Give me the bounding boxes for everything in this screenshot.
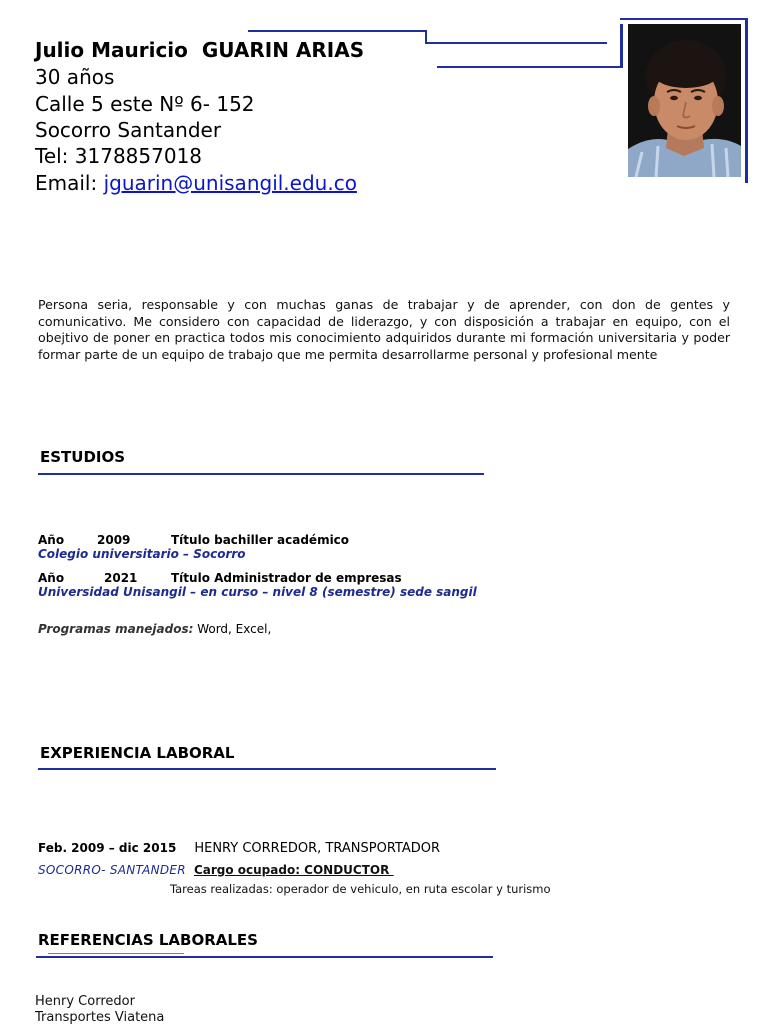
study-degree: Título bachiller académico [171,533,350,547]
profile-summary: Persona seria, responsable y con muchas ganas de trabajar y de aprender, con don de gentes y comunicativo. Me considero con capacidad de liderazgo, y con disposición a trabajar en equipo, con el obejtivo de poner en practica todos mis conocimiento adquiridos durante mi formación universitaria y poder formar parte de un equipo de trabajo que me permita desarrollarme personal y profesional mente [38,297,730,362]
study-year-label: Año [38,571,65,585]
experience-underline [38,768,496,770]
experience-location-line [38,863,394,877]
study-year: 2009 [97,533,131,547]
email-link[interactable]: jguarin@unisangil.edu.co [103,171,357,195]
reference-company: Transportes Viatena [35,1010,165,1025]
candidate-name: Julio Mauricio GUARIN ARIAS [35,38,365,62]
reference-name: Henry Corredor [35,994,135,1009]
header-line-photo-right [745,18,748,183]
studies-underline [38,473,484,475]
experience-period: Feb. 2009 – dic 2015 [38,841,177,855]
experience-employer: HENRY CORREDOR, TRANSPORTADOR [194,841,441,856]
candidate-address: Calle 5 este Nº 6- 152 [35,92,255,116]
header-line-top [248,30,426,32]
references-underline [36,956,493,958]
candidate-age: 30 años [35,65,115,89]
header-line-photo-top [620,18,748,20]
experience-tasks: Tareas realizadas: operador de vehiculo, en ruta escolar y turismo [170,882,551,896]
header-line-photo-left [620,24,623,68]
candidate-email-line [35,170,357,196]
programs-label: Programas manejados: [38,622,194,636]
experience-location: SOCORRO- SANTANDER [38,863,186,877]
email-label: Email: [35,171,104,195]
person-portrait-icon [628,24,741,177]
study-entry-1 [38,533,350,547]
programs-value: Word, Excel, [193,622,272,636]
experience-position: Cargo ocupado: CONDUCTOR [193,863,394,877]
study-institution-2: Universidad Unisangil – en curso – nivel 8 (semestre) sede sangil [38,585,477,599]
study-institution-1: Colegio universitario – Socorro [38,547,246,561]
candidate-city: Socorro Santander [35,118,222,142]
study-year-label: Año [38,533,65,547]
candidate-phone: Tel: 3178857018 [35,144,203,168]
study-entry-2 [38,571,402,585]
references-highlight-line [48,953,184,954]
study-degree: Título Administrador de empresas [171,571,402,585]
programs-line [38,622,271,636]
profile-photo [628,24,741,177]
header-line-lower [437,66,622,68]
study-year: 2021 [104,571,138,585]
references-title: REFERENCIAS LABORALES [38,931,258,949]
studies-title: ESTUDIOS [40,448,126,466]
header-line-mid [425,42,607,44]
experience-header [38,841,440,856]
experience-title: EXPERIENCIA LABORAL [40,744,235,762]
